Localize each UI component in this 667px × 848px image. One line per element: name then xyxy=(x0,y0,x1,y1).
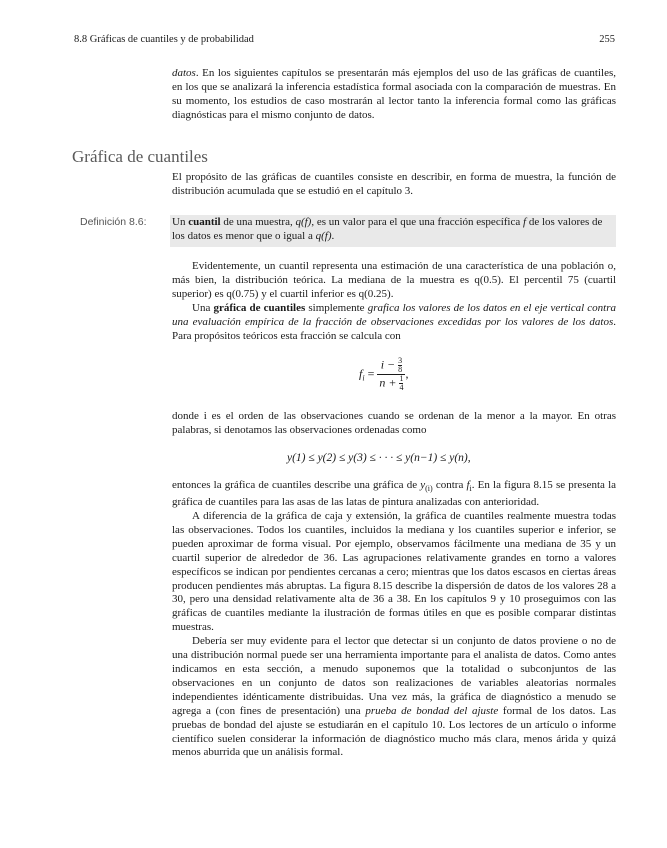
equation-fi xyxy=(359,357,408,392)
paragraph-5: A diferencia de la gráfica de caja y extensión, la gráfica de cuantiles realmente muestra todas las observaciones. Todos los cuantiles, incluidos la mediana y los cuantiles superior e inferior, se pueden aproximar de forma visual. Por ejemplo, observamos fácilmente una mediana de 35 y un cuartil superior de alrededor de 36. Las agrupaciones relativamente grandes en torno a valores específicos se indican por pendientes cercanas a cero; mientras que los datos escasos en ciertas áreas producen pendientes más abruptas. La figura 8.15 describe la dispersión de datos de los valores 28 a 30, pero una densidad relativamente alta de 36 a 38. En los capítulos 9 y 10 proseguimos con las gráficas de cuantiles mediante la ilustración de formas útiles en que es posible comparar distintas muestras. xyxy=(172,510,616,634)
p2-italic: grafica los valores de los datos en el eje vertical contra una evaluación empírica de la fracción de observaciones excedidas por los valores de los datos xyxy=(172,301,616,328)
eq1-num-a: i − xyxy=(380,357,399,372)
paragraph-1: Evidentemente, un cuantil representa una estimación de una característica de una población o, más bien, la distribución teórica. La mediana de la muestra es q(0.5). El percentil 75 (cuartil superior) es q(0.75) y el cuartil inferior es q(0.25). xyxy=(172,260,616,300)
definition-label: Definición 8.6: xyxy=(80,216,147,228)
section-heading: 8.8 Gráficas de cuantiles y de probabilidad xyxy=(74,34,254,45)
def-text-3: , es un valor para el que una fracción específica xyxy=(311,216,523,228)
def-text-1: Un xyxy=(172,216,189,228)
equation-ordered: y(1) ≤ y(2) ≤ y(3) ≤ · · · ≤ y(n−1) ≤ y(n), xyxy=(287,452,471,464)
intro-text: . En los siguientes capítulos se presentarán más ejemplos del uso de las gráficas de cuantiles, en los que se analizará la inferencia estadística formal asociada con la comparación de muestras. En su momento, los estudios de caso mostrarán al lector tanto la inferencia formal como las gráficas diagnósticas para el mismo conjunto de datos. xyxy=(172,67,616,121)
running-header xyxy=(74,34,615,48)
def-text-5: . xyxy=(331,230,335,242)
p4-math-1-sub: (i) xyxy=(425,484,433,494)
p4-text-2: contra xyxy=(432,479,467,491)
main-paragraphs-2 xyxy=(172,479,616,760)
eq1-num-frac-n: 3 xyxy=(398,356,403,365)
p6-text-2: formal de los datos. Las pruebas de bondad del ajuste se estudiarán en el capítulo 10. Los lectores de un artículo o informe científico suelen considerar la información de diagnóstico mucho más clara, menos árida y quizá menos aburrida que un análisis formal. xyxy=(172,704,616,759)
eq1-numerator xyxy=(377,357,405,375)
paragraph-4 xyxy=(172,479,616,510)
p2-term: gráfica de cuantiles xyxy=(213,301,306,314)
p4-math-1: y xyxy=(420,479,426,491)
eq1-den-frac-d: 4 xyxy=(399,383,404,392)
eq1-den-frac xyxy=(399,375,403,392)
eq1-num-frac xyxy=(398,357,402,374)
p2-text-2: simplemente xyxy=(305,301,368,314)
intro-paragraph xyxy=(172,67,616,123)
intro-lead: datos xyxy=(172,67,196,79)
definition-block xyxy=(74,215,616,247)
def-text-4: de los valores de los datos es menor que o igual a xyxy=(172,216,603,242)
paragraph-2 xyxy=(172,302,616,344)
eq1-tail: , xyxy=(405,366,409,381)
eq1-lhs-sub: i xyxy=(362,373,365,383)
p4-text-1: entonces la gráfica de cuantiles describe una gráfica de xyxy=(172,479,421,491)
def-text-2: de una muestra, xyxy=(220,216,296,228)
p6-text-1: Debería ser muy evidente para el lector que detectar si un conjunto de datos proviene o no de una distribución normal puede ser una herramienta importante para el analista de datos. Como antes indicamos en esta sección, a menudo suponemos que la totalidad o subconjuntos de las observaciones en un conjunto de datos son realizaciones de variables aleatorias normales independientes idénticamente distribuidas. Una vez más, la gráfica de diagnóstico a menudo se agrega a (con fines de presentación) una xyxy=(172,635,616,717)
p4-text-3: . En la figura 8.15 se presenta la gráfica de cuantiles para las asas de las latas de pintura analizadas con anterioridad. xyxy=(172,479,617,509)
eq1-equals: = xyxy=(364,366,378,381)
eq1-den-frac-n: 1 xyxy=(399,374,404,383)
eq1-den-a: n + xyxy=(379,375,400,390)
def-math-2: f xyxy=(523,216,527,228)
paragraph-3: donde i es el orden de las observaciones cuando se ordenan de la menor a la mayor. En otras palabras, si denotamos las observaciones ordenadas como xyxy=(172,410,616,436)
p4-math-2: f xyxy=(466,479,470,491)
eq1-denominator xyxy=(377,375,405,392)
definition-box xyxy=(170,215,616,247)
eq1-fraction xyxy=(377,357,405,392)
p2-text-1: Una xyxy=(192,301,214,314)
page-number: 255 xyxy=(599,34,615,45)
section-intro xyxy=(172,171,616,199)
section-title: Gráfica de cuantiles xyxy=(72,147,208,166)
main-paragraphs-1 xyxy=(172,260,616,343)
eq1-lhs: f xyxy=(359,366,363,381)
p2-text-3: . Para propósitos teóricos esta fracción se calcula con xyxy=(172,315,616,342)
paragraph-3-block xyxy=(172,410,616,438)
paragraph-6 xyxy=(172,635,616,760)
p4-math-2-sub: i xyxy=(469,484,472,494)
section-intro-text: El propósito de las gráficas de cuantiles consiste en describir, en forma de muestra, la función de distribución acumulada que se estudió en el capítulo 3. xyxy=(172,171,616,197)
p6-italic: prueba de bondad del ajuste xyxy=(365,704,499,717)
def-math-3: q(f) xyxy=(315,230,332,242)
eq1-num-frac-d: 8 xyxy=(398,365,403,374)
def-term: cuantil xyxy=(188,216,221,228)
def-math-1: q(f) xyxy=(295,216,312,228)
